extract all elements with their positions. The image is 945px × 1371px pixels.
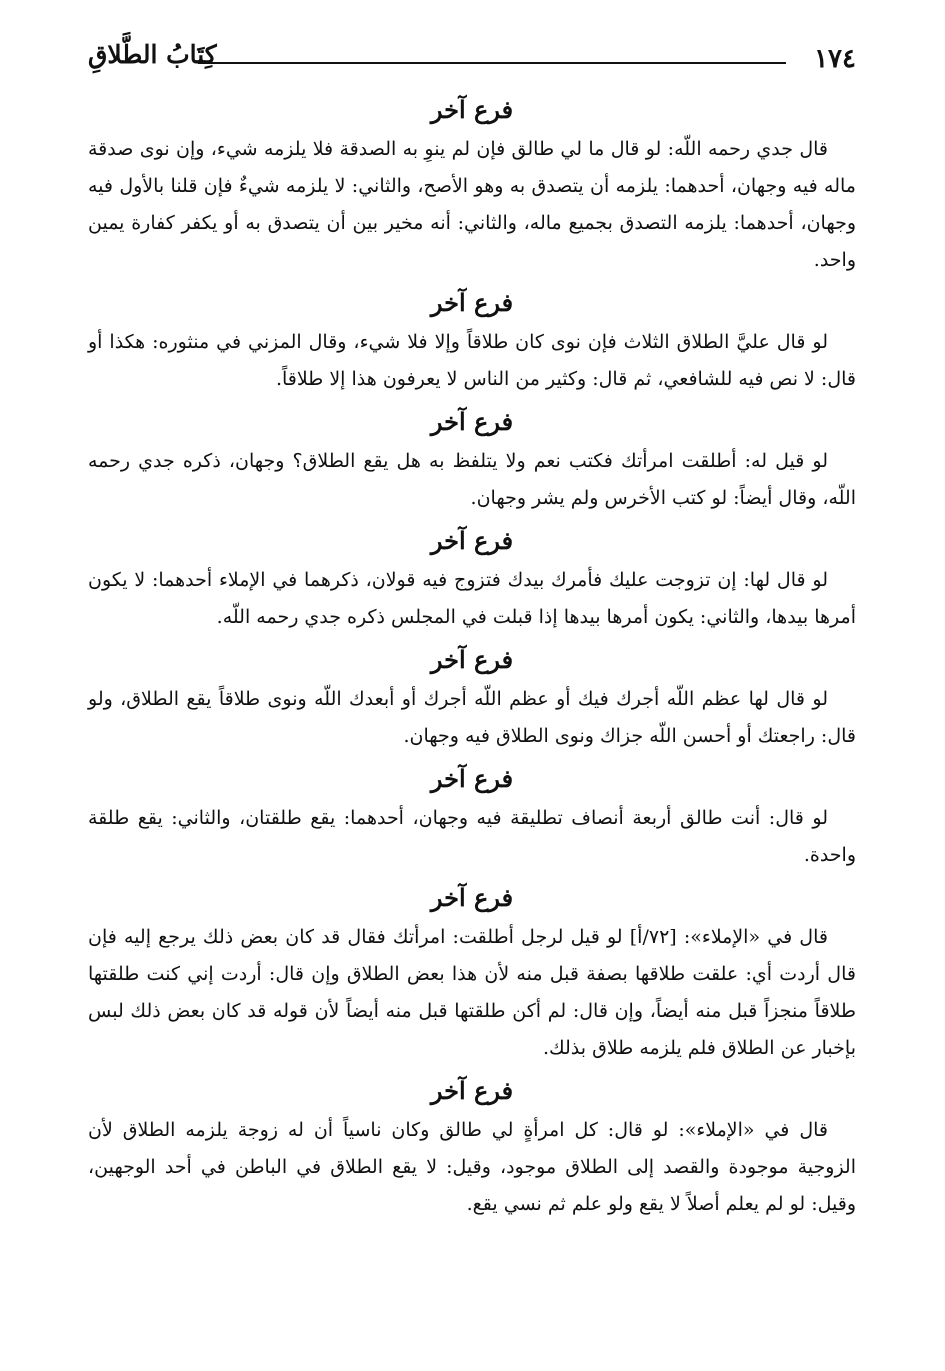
section-heading: فرع آخر [430, 95, 514, 124]
section-paragraph: لو قال لها: إن تزوجت عليك فأمرك بيدك فتزوج فيه قولان، ذكرهما في الإملاء أحدهما: لا يكون أمرها بيدها، والثاني: يكون أمرها بيدها إذا قبلت في المجلس ذكره جدي رحمه اللّه. [88, 569, 856, 628]
section-heading: فرع آخر [430, 645, 514, 674]
section-4 [88, 523, 856, 636]
book-title: كِتَابُ الطَّلاقِ [88, 40, 217, 69]
running-header [88, 38, 856, 78]
section-heading: فرع آخر [430, 1076, 514, 1105]
section-heading: فرع آخر [430, 883, 514, 912]
section-5 [88, 642, 856, 755]
section-paragraph: قال في «الإملاء»: [٧٢/أ] لو قيل لرجل أطلقت: امرأتك فقال قد كان بعض ذلك يرجع إليه فإن قال أردت أي: علقت طلاقها بصفة قبل منه لأن هذا بعض الطلاق وإن قال: أردت إني كنت طلقتها طلاقاً منجزاً قبل منه أيضاً، وإن قال: لم أكن طلقتها قبل منه أيضاً لأن قوله قد كان بعض ذلك لبس بإخبار عن الطلاق فلم يلزمه طلاق بذلك. [88, 926, 856, 1059]
section-paragraph: قال في «الإملاء»: لو قال: كل امرأةٍ لي طالق وكان ناسياً أن له زوجة يلزمه الطلاق لأن الزوجية موجودة والقصد إلى الطلاق موجود، وقيل: لا يقع الطلاق في الباطن في أحد الوجهين، وقيل: لو لم يعلم أصلاً لا يقع ولو علم ثم نسي يقع. [88, 1119, 856, 1215]
header-rule [198, 62, 786, 64]
section-heading: فرع آخر [430, 526, 514, 555]
section-heading: فرع آخر [430, 407, 514, 436]
section-3 [88, 404, 856, 517]
section-paragraph: لو قال عليَّ الطلاق الثلاث فإن نوى كان طلاقاً وإلا فلا شيء، وقال المزني في منثوره: هكذا أو قال: لا نص فيه للشافعي، ثم قال: وكثير من الناس لا يعرفون هذا إلا طلاقاً. [88, 331, 856, 390]
section-1 [88, 92, 856, 279]
page-number: ١٧٤ [814, 44, 856, 74]
section-paragraph: قال جدي رحمه اللّه: لو قال ما لي طالق فإن لم ينوِ به الصدقة فلا يلزمه شيء، وإن نوى صدقة ماله فيه وجهان، أحدهما: يلزمه أن يتصدق به وهو الأصح، والثاني: لا يلزمه شيءٌ فإن قلنا بالأول فيه وجهان، أحدهما: يلزمه التصدق بجميع ماله، والثاني: أنه مخير بين أن يتصدق به أو يكفر كفارة يمين واحد. [88, 138, 856, 271]
section-paragraph: لو قال: أنت طالق أربعة أنصاف تطليقة فيه وجهان، أحدهما: يقع طلقتان، والثاني: يقع طلقة واحدة. [88, 807, 856, 866]
section-heading: فرع آخر [430, 764, 514, 793]
section-7 [88, 880, 856, 1067]
section-heading: فرع آخر [430, 288, 514, 317]
section-8 [88, 1073, 856, 1223]
body-text [88, 92, 856, 1229]
section-2 [88, 285, 856, 398]
section-6 [88, 761, 856, 874]
section-paragraph: لو قال لها عظم اللّه أجرك فيك أو عظم اللّه أجرك أو أبعدك اللّه ونوى طلاقاً يقع الطلاق، ولو قال: راجعتك أو أحسن اللّه جزاك ونوى الطلاق فيه وجهان. [88, 688, 856, 747]
section-paragraph: لو قيل له: أطلقت امرأتك فكتب نعم ولا يتلفظ به هل يقع الطلاق؟ وجهان، ذكره جدي رحمه اللّه، وقال أيضاً: لو كتب الأخرس ولم يشر وجهان. [88, 450, 856, 509]
